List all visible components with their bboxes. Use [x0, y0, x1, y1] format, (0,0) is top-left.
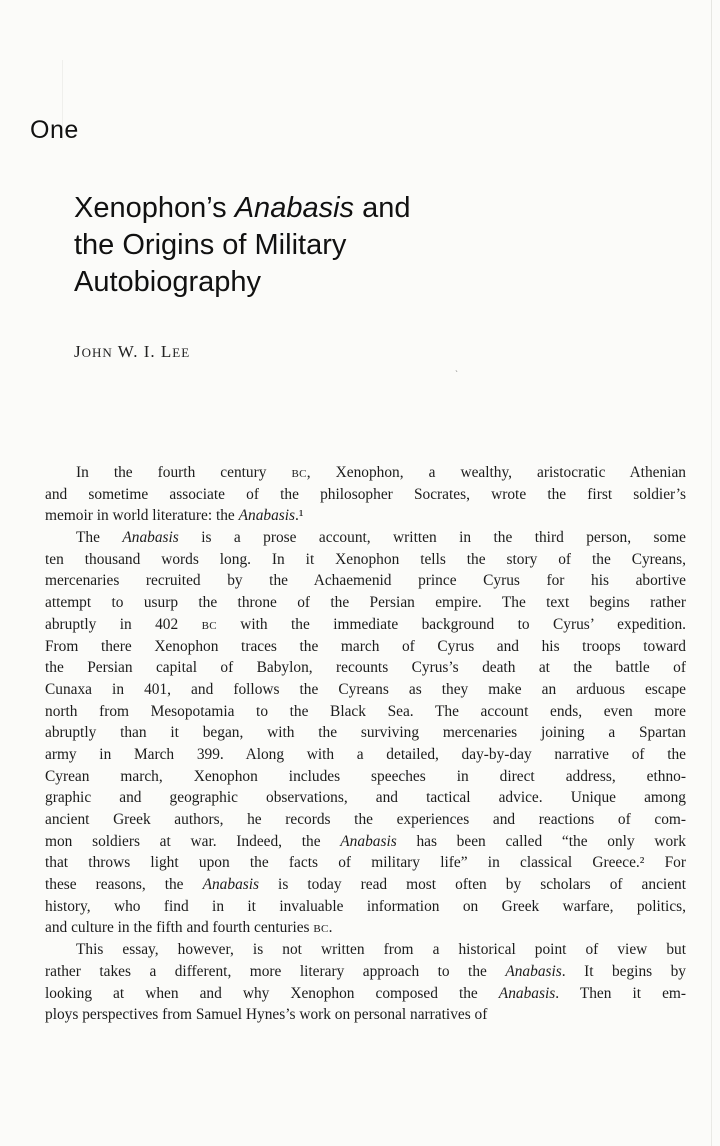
body-line: memoir in world literature: the Anabasis.¹ [45, 507, 304, 525]
body-line: Cyrean march, Xenophon includes speeches in direct address, ethno- [45, 767, 686, 785]
author-name: JOHN W. I. LEE [74, 342, 191, 361]
body-line: From there Xenophon traces the march of Cyrus and his troops toward [45, 637, 686, 655]
scan-speck: ˎ [455, 362, 458, 372]
body-line: looking at when and why Xenophon composed the Anabasis. Then it em- [45, 984, 687, 1002]
body-line: Cunaxa in 401, and follows the Cyreans as they make an arduous escape [45, 680, 686, 698]
body-line: that throws light upon the facts of military life” in classical Greece.² For [45, 854, 686, 872]
body-line: and culture in the fifth and fourth centuries BC. [45, 919, 333, 937]
body-line: In the fourth century BC, Xenophon, a wealthy, aristocratic Athenian [76, 464, 686, 481]
body-line: north from Mesopotamia to the Black Sea. The account ends, even more [45, 702, 686, 720]
title-line-2: the Origins of Military [74, 229, 347, 261]
body-line: attempt to usurp the throne of the Persian empire. The text begins rather [45, 594, 686, 612]
body-line: graphic and geographic observations, and tactical advice. Unique among [45, 789, 686, 807]
body-line: The Anabasis is a prose account, written in the third person, some [76, 529, 686, 547]
body-line: rather takes a different, more literary approach to the Anabasis. It begins by [45, 962, 686, 980]
title-line-3: Autobiography [74, 266, 262, 298]
body-line: abruptly than it began, with the surviving mercenaries joining a Spartan [45, 724, 686, 742]
body-line: ploys perspectives from Samuel Hynes’s work on personal narratives of [45, 1006, 488, 1024]
body-line: ancient Greek authors, he records the experiences and reactions of com- [45, 811, 686, 828]
body-line: abruptly in 402 BC with the immediate background to Cyrus’ expedition. [45, 615, 686, 633]
body-text [45, 462, 686, 1026]
body-line: these reasons, the Anabasis is today read most often by scholars of ancient [45, 876, 686, 894]
body-line: This essay, however, is not written from a historical point of view but [76, 941, 686, 959]
scan-edge [711, 0, 712, 1146]
body-line: mon soldiers at war. Indeed, the Anabasis has been called “the only work [45, 832, 686, 850]
body-line: the Persian capital of Babylon, recounts Cyrus’s death at the battle of [45, 659, 686, 677]
body-line: mercenaries recruited by the Achaemenid prince Cyrus for his abortive [45, 572, 686, 590]
body-line: ten thousand words long. In it Xenophon tells the story of the Cyreans, [45, 550, 686, 568]
title-line-1: Xenophon’s Anabasis and [74, 192, 411, 224]
chapter-number: One [30, 116, 79, 144]
body-line: history, who find in it invaluable information on Greek warfare, politics, [45, 897, 686, 915]
body-line: army in March 399. Along with a detailed, day-by-day narrative of the [45, 745, 686, 763]
chapter-title [74, 190, 494, 301]
body-line: and sometime associate of the philosopher Socrates, wrote the first soldier’s [45, 485, 686, 503]
